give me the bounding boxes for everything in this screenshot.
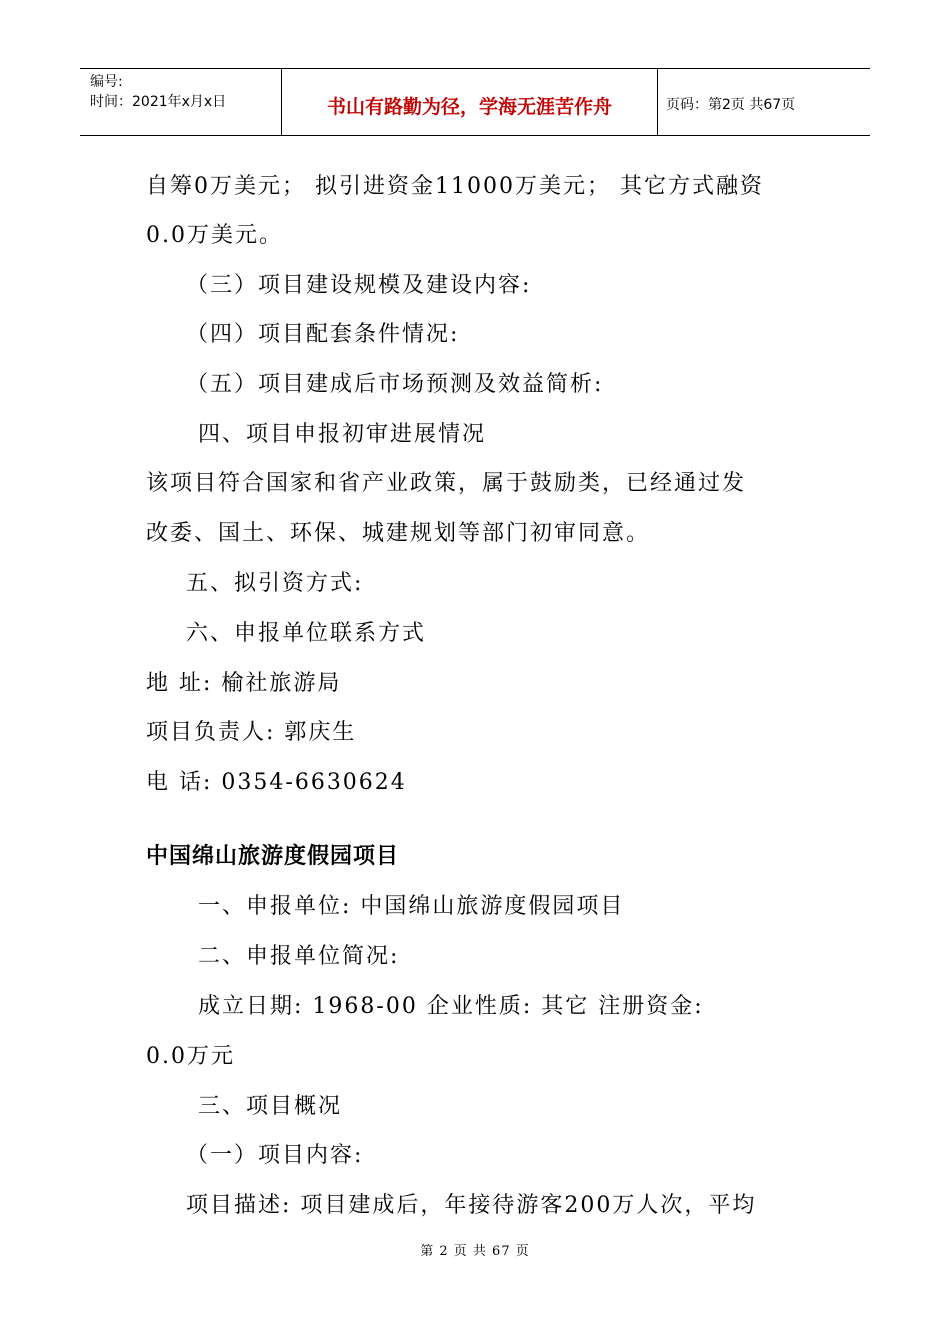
body-line: （四）项目配套条件情况: (186, 322, 460, 347)
body-line: （三）项目建设规模及建设内容: (186, 273, 532, 298)
body-line: 自筹0万美元； 拟引进资金11000万美元； 其它方式融资 (146, 174, 764, 199)
page-header (80, 68, 870, 136)
page-footer: 第 2 页 共 67 页 (420, 1244, 530, 1259)
body-line: 四、项目申报初审进展情况 (198, 422, 487, 447)
body-line: （一）项目内容: (186, 1143, 364, 1168)
body-line: 电 话: 0354-6630624 (146, 770, 407, 795)
header-date: 时间：2021年x月x日 (90, 94, 227, 110)
body-line: 一、申报单位: 中国绵山旅游度假园项目 (198, 894, 625, 919)
body-line: 五、拟引资方式: (186, 571, 364, 596)
body-line: 成立日期: 1968-00 企业性质: 其它 注册资金: (198, 994, 704, 1019)
body-line: 0.0万元 (146, 1044, 235, 1069)
body-line: 地 址: 榆社旅游局 (146, 671, 342, 696)
header-meta (80, 69, 282, 135)
body-line: 项目负责人: 郭庆生 (146, 720, 357, 745)
body-line: 该项目符合国家和省产业政策，属于鼓励类，已经通过发 (146, 471, 747, 496)
body-line: 改委、国土、环保、城建规划等部门初审同意。 (146, 521, 651, 546)
body-line: 0.0万美元。 (146, 223, 283, 248)
header-number-label: 编号: (90, 74, 123, 90)
body-line: 二、申报单位简况: (198, 944, 400, 969)
body-line: 三、项目概况 (198, 1094, 343, 1119)
body-line: （五）项目建成后市场预测及效益简析: (186, 372, 604, 397)
header-motto: 书山有路勤为径，学海无涯苦作舟 (282, 69, 658, 135)
body-line: 六、申报单位联系方式 (186, 621, 427, 646)
section-title: 中国绵山旅游度假园项目 (146, 844, 400, 869)
body-line: 项目描述: 项目建成后，年接待游客200万人次，平均 (186, 1193, 757, 1218)
header-page-info: 页码：第2页 共67页 (666, 97, 796, 113)
